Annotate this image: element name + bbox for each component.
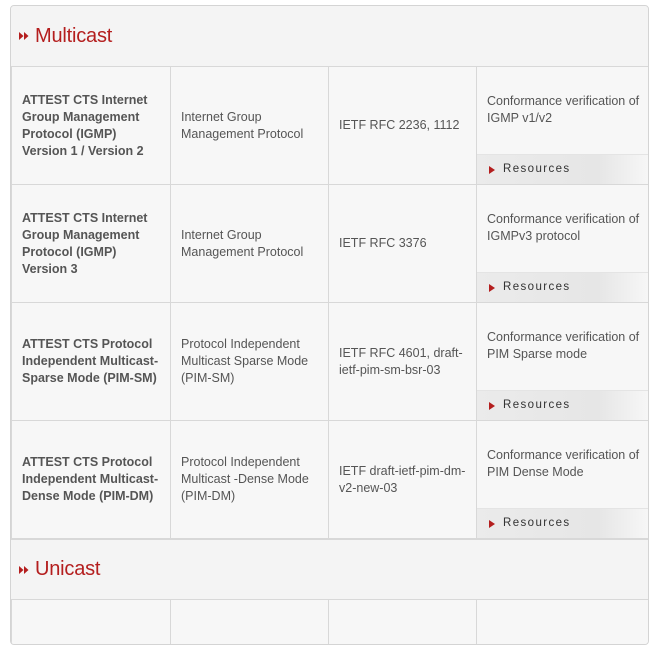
protocol-panel xyxy=(10,5,649,645)
red-triangle-right-icon xyxy=(489,166,497,174)
table-row xyxy=(12,600,650,645)
table-cell xyxy=(12,600,171,645)
section-header-unicast xyxy=(11,539,648,599)
table-cell xyxy=(171,600,329,645)
red-triangle-right-icon xyxy=(489,520,497,528)
double-chevron-right-icon xyxy=(19,30,31,42)
table-cell xyxy=(477,600,650,645)
protocol-description: Protocol Independent Multicast Sparse Mode (PIM-SM) xyxy=(171,303,329,421)
table-row xyxy=(12,67,650,185)
protocol-standard: IETF draft-ietf-pim-dm-v2-new-03 xyxy=(329,421,477,539)
verification-text: Conformance verification of PIM Sparse mode xyxy=(477,319,649,405)
protocol-standard: IETF RFC 4601, draft-ietf-pim-sm-bsr-03 xyxy=(329,303,477,421)
protocol-standard: IETF RFC 2236, 1112 xyxy=(329,67,477,185)
protocol-description: Internet Group Management Protocol xyxy=(171,185,329,303)
protocol-name: ATTEST CTS Protocol Independent Multicast-Sparse Mode (PIM-SM) xyxy=(12,303,171,421)
table-row xyxy=(12,185,650,303)
protocol-description: Internet Group Management Protocol xyxy=(171,67,329,185)
verification-cell xyxy=(477,67,650,185)
section-title: Multicast xyxy=(35,25,112,48)
resources-link[interactable] xyxy=(477,272,649,302)
verification-cell xyxy=(477,421,650,539)
section-title: Unicast xyxy=(35,558,100,581)
verification-text: Conformance verification of IGMP v1/v2 xyxy=(477,83,649,169)
protocol-name: ATTEST CTS Internet Group Management Protocol (IGMP) Version 3 xyxy=(12,185,171,303)
verification-text: Conformance verification of PIM Dense Mode xyxy=(477,437,649,523)
resources-link[interactable] xyxy=(477,390,649,420)
table-row xyxy=(12,421,650,539)
protocol-name: ATTEST CTS Protocol Independent Multicast-Dense Mode (PIM-DM) xyxy=(12,421,171,539)
verification-text: Conformance verification of IGMPv3 protocol xyxy=(477,201,649,287)
resources-link[interactable] xyxy=(477,508,649,538)
table-cell xyxy=(329,600,477,645)
protocol-name: ATTEST CTS Internet Group Management Protocol (IGMP) Version 1 / Version 2 xyxy=(12,67,171,185)
resources-label: Resources xyxy=(503,397,571,414)
protocol-table xyxy=(11,66,649,539)
protocol-standard: IETF RFC 3376 xyxy=(329,185,477,303)
double-chevron-right-icon xyxy=(19,564,31,576)
red-triangle-right-icon xyxy=(489,284,497,292)
red-triangle-right-icon xyxy=(489,402,497,410)
resources-link[interactable] xyxy=(477,154,649,184)
verification-cell xyxy=(477,185,650,303)
resources-label: Resources xyxy=(503,515,571,532)
section-header-multicast xyxy=(11,6,648,66)
resources-label: Resources xyxy=(503,161,571,178)
table-row xyxy=(12,303,650,421)
protocol-description: Protocol Independent Multicast -Dense Mode (PIM-DM) xyxy=(171,421,329,539)
verification-cell xyxy=(477,303,650,421)
resources-label: Resources xyxy=(503,279,571,296)
unicast-table xyxy=(11,599,649,645)
